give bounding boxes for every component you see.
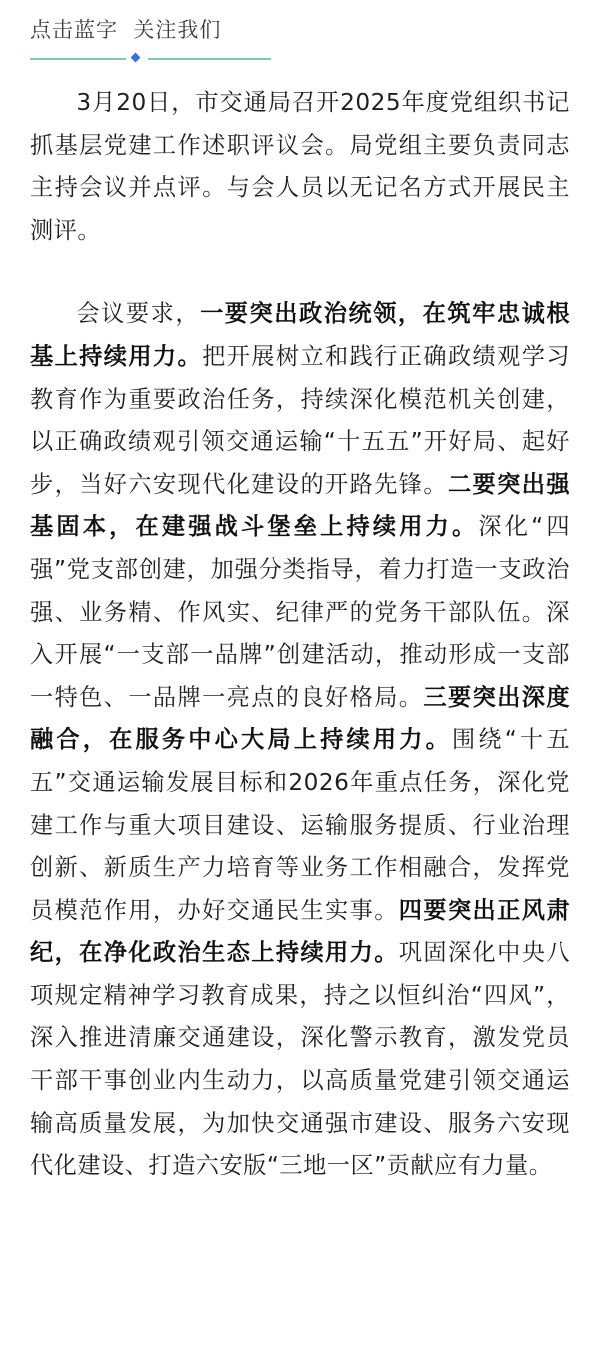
requirement-2-text: 深化“四强”党支部创建，加强分类指导，着力打造一支政治强、业务精、作风实、纪律严的党务干部队伍。深入开展“一支部一品牌”创建活动，推动形成一支部一特色、一品牌一亮点的良好格局。 [30,513,571,711]
paragraph-meeting-summary: 3月20日，市交通局召开2025年度党组织书记抓基层党建工作述职评议会。局党组主要负责同志主持会议并点评。与会人员以无记名方式开展民主测评。 [30,89,570,244]
requirement-2-heading: 二要突出强基固本，在建强战斗堡垒上持续用力。 [30,470,571,541]
header-divider-left [30,58,126,60]
requirement-1-text: 把开展树立和践行正确政绩观学习教育作为重要政治任务，持续深化模范机关创建，以正确政绩观引领交通运输“十五五”开好局、起好步，当好六安现代化建设的开路先锋。 [30,342,571,498]
requirements-intro: 会议要求， [76,300,201,328]
header-divider-right [148,58,271,60]
requirement-4-heading: 四要突出正风肃纪，在净化政治生态上持续用力。 [30,896,571,967]
diamond-icon [131,53,141,63]
follow-header [30,14,570,66]
requirement-1-heading: 一要突出政治统领，在筑牢忠诚根基上持续用力。 [30,300,571,370]
requirement-3-heading: 三要突出深度融合，在服务中心大局上持续用力。 [30,683,571,754]
article-body [30,82,570,1188]
paragraph-meeting-requirements [30,293,570,1187]
requirement-4-text: 巩固深化中央八项规定精神学习教育成果，持之以恒纠治“四风”，深入推进清廉交通建设，深化警示教育，激发党员干部干事创业内生动力，以高质量党建引领交通运输高质量发展，为加快交通强市建设、服务六安现代化建设、打造六安版“三地一区”贡献应有力量。 [30,939,571,1180]
follow-us-link[interactable]: 点击蓝字 关注我们 [30,18,222,42]
requirement-3-text: 围绕“十五五”交通运输发展目标和2026年重点任务，深化党建工作与重大项目建设、运输服务提质、行业治理创新、新质生产力培育等业务工作相融合，发挥党员模范作用，办好交通民生实事。 [30,726,571,924]
